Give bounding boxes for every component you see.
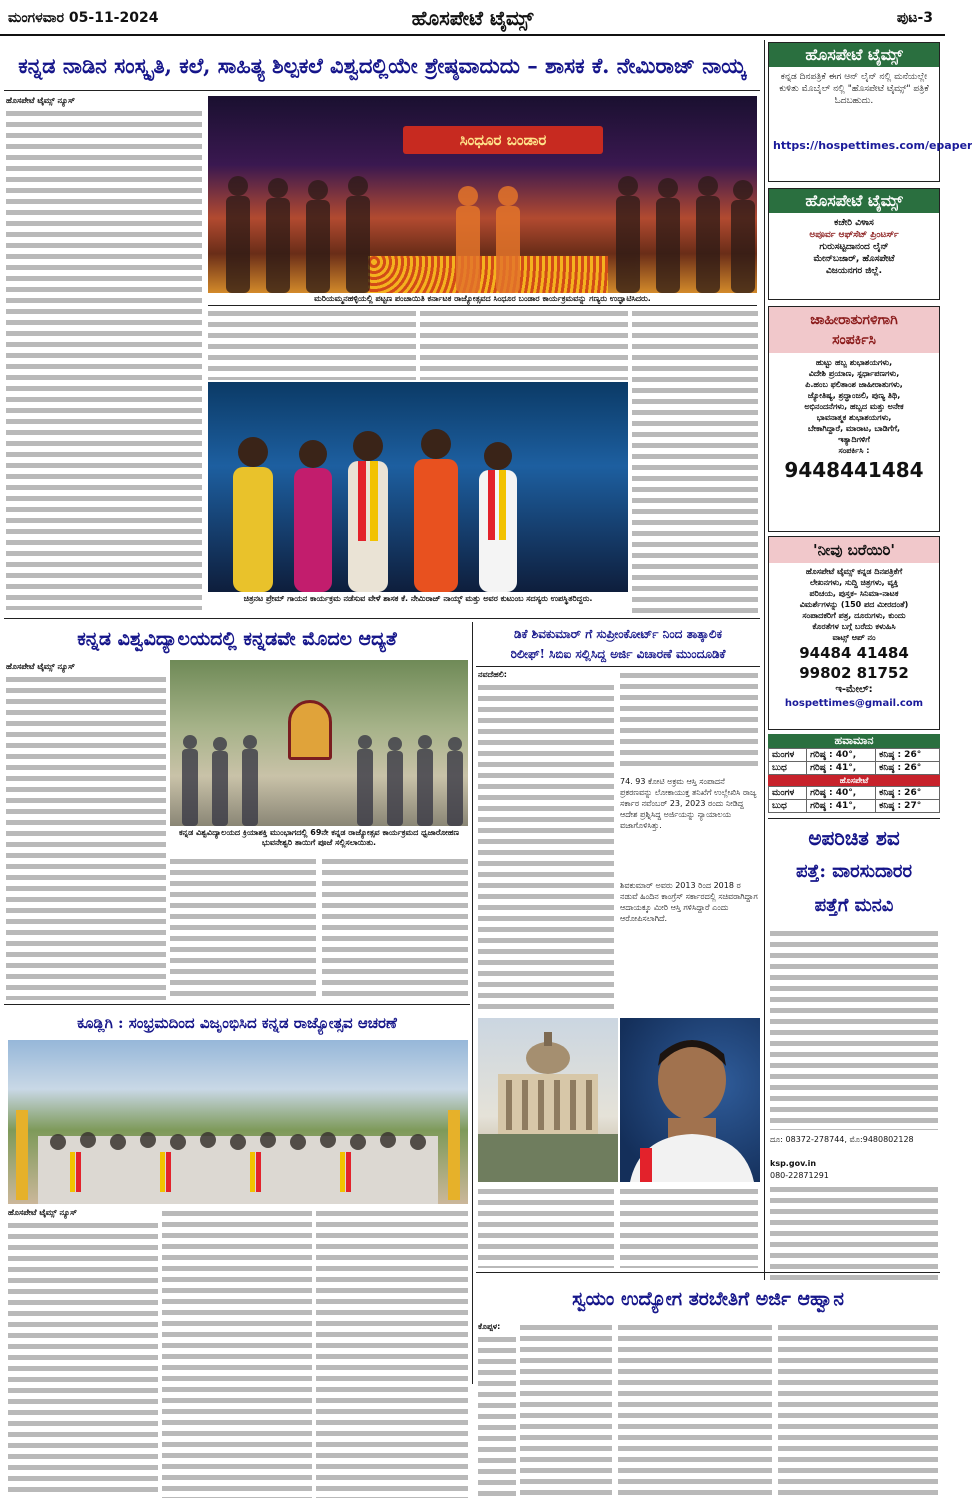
story-column (520, 1322, 612, 1498)
court-building-icon (478, 1018, 618, 1182)
epaper-url[interactable]: https://hospettimes.com/epaper (773, 139, 972, 152)
weather-row: ಮಂಗಳ ಗರಿಷ್ಠ : 40°, ಕನಿಷ್ಠ : 26° (769, 787, 940, 800)
photo-caption: ಮರಿಯಮ್ಮನಹಳ್ಳಿಯಲ್ಲಿ ಪಟ್ಟಣ ಪಂಚಾಯಿತಿ ಕರ್ನಾಟಕ ರಾಜ್ಯೋತ್ಸವದ ಸಿಂಧೂರ ಬಂಡಾರ ಕಾರ್ಯಕ್ರಮವನ್ನು ಗಣ್ಯರು ಉದ್ಘಾಟಿಸಿದರು. (208, 294, 757, 306)
office-line: ಅಪೂರ್ವ ಆಫ್‌ಸೆಟ್ ಪ್ರಿಂಟರ್ಸ್ (809, 230, 899, 240)
epaper-box (768, 42, 972, 182)
story-column (420, 308, 628, 380)
write-line: ಲೇಖನಗಳು, ಸುದ್ದಿ ಚಿತ್ರಗಳು, ವ್ಯಕ್ತಿ (809, 578, 899, 587)
university-photo (170, 660, 468, 826)
stage-banner: ಸಿಂಧೂರ ಬಂಡಾರ (403, 126, 603, 154)
office-line: ಗುರುಸಟ್ಟದಾನಂದ ಲೈನ್ (819, 242, 889, 252)
website: ksp.gov.in (770, 1159, 817, 1168)
email-address[interactable]: hospettimes@gmail.com (784, 698, 924, 709)
epaper-text: ಕನ್ನಡ ದಿನಪತ್ರಿಕೆ ಈಗ ಆನ್ ಲೈನ್ ನಲ್ಲಿ ಮನೆಯಲ್ಲೇ ಕುಳಿತು ಮೊಬೈಲ್ ನಲ್ಲಿ "ಹೊಸಪೇಟೆ ಟೈಮ್ಸ್" ಪತ್ರಿಕೆ ಓದಬಹುದು. (779, 72, 929, 106)
story-column (162, 1208, 312, 1498)
dk-headline-line1: ಡಿಕೆ ಶಿವಕುಮಾರ್ ಗೆ ಸುಪ್ರೀಂಕೋರ್ಟ್ ನಿಂದ ತಾತ್ಕಾಲಿಕ (514, 627, 722, 641)
office-title: ಹೊಸಪೇಟೆ ಟೈಮ್ಸ್ (769, 189, 939, 213)
masthead (0, 0, 945, 36)
dk-paragraph: 74. 93 ಕೋಟಿ ಅಕ್ರಮ ಆಸ್ತಿ ಸಂಪಾದನೆ ಪ್ರಕರಣವನ್ನು ಲೋಕಾಯುಕ್ತ ತನಿಖೆಗೆ ಉಲ್ಲೇಖಿಸಿ ರಾಜ್ಯ ಸರ್ಕಾರ ನವೆಂಬರ್ 23, 2023 ರಂದು ನೀಡಿದ್ದ ಆದೇಶ ಪ್ರಶ್ನಿಸಿದ್ದ ಅರ್ಜಿಯನ್ನು ನ್ಯಾಯಾಲಯ ವಜಾಗೊಳಿಸಿತ್ತು. (620, 777, 757, 830)
supreme-court-photo (478, 1018, 618, 1182)
weather-box (768, 734, 940, 811)
ads-line: ಬೇಕಾಗಿದ್ದಾರೆ, ಮಾರಾಟ, ಬಾಡಿಗೆಗೆ, (807, 424, 901, 433)
story-column (316, 1208, 468, 1498)
unknown-body-headline: ಪತ್ತೆ: ವಾರಸುದಾರರ (796, 861, 912, 882)
divider (476, 1272, 940, 1273)
people-silhouettes (170, 720, 468, 826)
weather-table-hospet (768, 786, 940, 813)
dateline: ನವದೆಹಲಿ: (478, 670, 507, 679)
weather-row: ಬುಧ ಗರಿಷ್ಠ : 41°, ಕನಿಷ್ಠ : 26° (769, 762, 940, 775)
ads-title: ಜಾಹೀರಾತುಗಳಿಗಾಗಿ (810, 312, 898, 328)
people-silhouettes (8, 1080, 468, 1204)
person-portrait-icon (620, 1018, 760, 1182)
whatsapp-number[interactable]: 99802 81752 (799, 664, 909, 682)
unknown-body-headline: ಅಪರಿಚಿತ ಶವ (808, 826, 900, 850)
email-label: ಇ-ಮೇಲ್: (835, 684, 873, 695)
story-column (170, 856, 316, 1000)
divider (764, 40, 765, 1280)
byline: ಹೊಸಪೇಟೆ ಟೈಮ್ಸ್ ನ್ಯೂಸ್ (8, 1208, 77, 1217)
weather-row: ಬುಧ ಗರಿಷ್ಠ : 41°, ಕನಿಷ್ಠ : 27° (769, 800, 940, 813)
email-line (769, 683, 939, 711)
whatsapp-number[interactable]: 94484 41484 (799, 644, 909, 662)
write-line: ಪರಿಚಯ, ಪುಸ್ತಕ- ಸಿನಿಮಾ-ನಾಟಕ (809, 589, 899, 598)
epaper-title: ಹೊಸಪೇಟೆ ಟೈಮ್ಸ್ (769, 43, 939, 67)
newspaper-title: ಹೊಸಪೇಟೆ ಟೈಮ್ಸ್ (411, 6, 534, 30)
write-line: ವಾಟ್ಸ್ ಆಪ್ ನಂ (832, 633, 876, 642)
ads-line: ಭಾವನಾತ್ಮಕ ಶುಭಾಶಯಗಳು, (816, 413, 892, 422)
byline: ಹೊಸಪೇಟೆ ಟೈಮ್ಸ್ ನ್ಯೂಸ್ (6, 96, 75, 105)
ads-box (768, 306, 940, 532)
story-column (620, 670, 758, 772)
story-column (632, 308, 758, 614)
unknown-body-headline: ಪತ್ತೆಗೆ ಮನವಿ (814, 895, 894, 916)
main-headline: ಕನ್ನಡ ನಾಡಿನ ಸಂಸ್ಕೃತಿ, ಕಲೆ, ಸಾಹಿತ್ಯ ಶಿಲ್ಪಕಲೆ ವಿಶ್ವದಲ್ಲಿಯೇ ಶ್ರೇಷ್ಠವಾದುದು – ಶಾಸಕ ಕೆ. ನೇಮಿರಾಜ್ ನಾಯ್ಕ (18, 53, 746, 78)
story-column (770, 928, 938, 1130)
ads-title: ಸಂಪರ್ಕಿಸಿ (832, 332, 876, 348)
office-line: ಮೇನ್‌ಬಜಾರ್, ಹೊಸಪೇಟೆ (813, 254, 895, 264)
ads-line: ಇತ್ಯಾದಿಗಳಿಗೆ (838, 435, 870, 444)
control-room-number: 080-22871291 (770, 1171, 829, 1180)
story-column (208, 308, 416, 380)
story-column (8, 1220, 158, 1498)
ads-line: ಸಂಪರ್ಕಿಸಿ : (838, 446, 870, 455)
weather-region: ಹೊಸಪೇಟೆ (768, 775, 940, 786)
story-column (778, 1322, 938, 1498)
photo-caption: ಚಿತ್ರನಟ ಪ್ರೇಮ್ ಗಾಯನ ಕಾರ್ಯಕ್ರಮ ನಡೆಸುವ ವೇಳೆ ಶಾಸಕ ಕೆ. ನೇಮಿರಾಜ್ ನಾಯ್ಕ್ ಮತ್ತು ಅವರ ಕುಟುಂಬ ಸದಸ್ಯರು ಉಪಸ್ಥಿತರಿದ್ದರು. (243, 594, 593, 603)
university-headline: ಕನ್ನಡ ವಿಶ್ವವಿದ್ಯಾಲಯದಲ್ಲಿ ಕನ್ನಡವೇ ಮೊದಲ ಆದ್ಯತೆ (77, 628, 397, 650)
ads-phone[interactable]: 9448441484 (784, 458, 924, 482)
office-box (768, 188, 940, 300)
contact-phone: ದೂ: 08372-278744, ಮೊ:9480802128 (770, 1135, 914, 1144)
weather-table-koppal (768, 748, 940, 775)
kudligi-headline: ಕೂಡ್ಲಿಗಿ : ಸಂಭ್ರಮದಿಂದ ವಿಜೃಂಭಿಸಿದ ಕನ್ನಡ ರಾಜ್ಯೋತ್ಸವ ಆಚರಣೆ (77, 1014, 397, 1032)
dk-shivakumar-photo (620, 1018, 760, 1182)
event-photo-stage (208, 96, 757, 293)
weather-title: ಹವಾಮಾನ (768, 734, 940, 748)
story-column (478, 1186, 614, 1268)
byline: ಹೊಸಪೇಟೆ ಟೈಮ್ಸ್ ನ್ಯೂಸ್ (6, 662, 75, 671)
ads-line: ಪಿ.ಹಂಬ ಫಲಿತಾಂಶ ಜಾಹೀರಾತುಗಳು, (805, 380, 903, 389)
story-column (618, 1322, 772, 1498)
page-number: ಪುಟ-3 (896, 10, 933, 26)
story-column (620, 1186, 758, 1268)
write-line: ವಿಮರ್ಶೆಗಳನ್ನು (150 ಪದ ಮೀರದಂತೆ) (799, 600, 909, 609)
ads-line: ಅಭಿನಂದನೆಗಳು, ಹಬ್ಬದ ಮತ್ತು ಅನೇಕ (804, 402, 904, 411)
write-line: ಕೊರತೆಗಳ ಬಗ್ಗೆ ಬರೆದು ಕಳುಹಿಸಿ (812, 622, 896, 631)
office-line: ಕಚೇರಿ ವಿಳಾಸ (834, 218, 874, 228)
dk-headline-line2: ರಿಲೀಫ್! ಸಿಬಿಐ ಸಲ್ಲಿಸಿದ್ದ ಅರ್ಜಿ ವಿಚಾರಣೆ ಮುಂದೂಡಿಕೆ (510, 647, 726, 661)
people-silhouettes (208, 382, 628, 592)
divider (476, 666, 760, 667)
people-silhouettes (208, 156, 757, 293)
photo-caption: ಕನ್ನಡ ವಿಶ್ವವಿದ್ಯಾಲಯದ ಕ್ರಿಯಾಶಕ್ತಿ ಮುಂಭಾಗದಲ್ಲಿ 69ನೇ ಕನ್ನಡ ರಾಜ್ಯೋತ್ಸವ ಕಾರ್ಯಕ್ರಮದ ಧ್ವಜಾರೋಹಣ ಭುವನೇಶ್ವರಿ ತಾಯಿಗೆ ಪೂಜೆ ಸಲ್ಲಿಸಲಾಯಿತು. (178, 828, 460, 847)
divider (4, 618, 760, 619)
story-column (478, 682, 614, 1014)
issue-date: ಮಂಗಳವಾರ 05-11-2024 (8, 10, 159, 26)
employment-headline: ಸ್ವಯಂ ಉದ್ಯೋಗ ತರಬೇತಿಗೆ ಅರ್ಜಿ ಆಹ್ವಾನ (572, 1288, 844, 1310)
ads-line: ಹುಟ್ಟು ಹಬ್ಬ ಶುಭಾಶಯಗಳು, (815, 358, 893, 367)
dateline: ಕೊಪ್ಪಳ: (478, 1322, 501, 1331)
write-title: 'ನೀವು ಬರೆಯಿರಿ' (769, 537, 939, 563)
divider (472, 622, 473, 1384)
weather-row: ಮಂಗಳ ಗರಿಷ್ಠ : 40°, ಕನಿಷ್ಠ : 26° (769, 749, 940, 762)
story-column (6, 674, 166, 1000)
write-line: ಸಂಪಾದಕರಿಗೆ ಪತ್ರ, ದೂರುಗಳು, ಕುಂದು (802, 611, 906, 620)
divider (4, 90, 760, 91)
write-to-us-box (768, 536, 940, 730)
story-column (6, 108, 202, 610)
ads-line: ಜ್ಯೋತಿಷ್ಯ, ಶ್ರದ್ಧಾಂಜಲಿ, ಪುಣ್ಯ ತಿಥಿ, (807, 391, 901, 400)
story-column (770, 1184, 938, 1280)
office-line: ವಿಜಯನಗರ ಜಿಲ್ಲೆ. (826, 266, 882, 276)
story-column (322, 856, 468, 1000)
write-line: ಹೊಸಪೇಟೆ ಟೈಮ್ಸ್ ಕನ್ನಡ ದಿನಪತ್ರಿಕೆಗೆ (805, 567, 903, 576)
kudligi-group-photo (8, 1040, 468, 1204)
event-photo-celebrity (208, 382, 628, 592)
dk-paragraph: ಶಿವಕುಮಾರ್ ಅವರು 2013 ರಿಂದ 2018 ರ ನಡುವೆ ಹಿಂದಿನ ಕಾಂಗ್ರೆಸ್ ಸರ್ಕಾರದಲ್ಲಿ ಸಚಿವರಾಗಿದ್ದಾಗ ಆದಾಯಕ್ಕೂ ಮೀರಿ ಆಸ್ತಿ ಗಳಿಸಿದ್ದಾರೆ ಎಂದು ಆರೋಪಿಸಲಾಗಿದೆ. (620, 881, 758, 923)
divider (4, 1004, 470, 1005)
divider (768, 818, 940, 819)
story-column (478, 1334, 516, 1498)
ads-line: ವಿದೇಶಿ ಪ್ರಯಾಣ, ಸ್ಪರ್ಧಾಪಣಗಳು, (808, 369, 900, 378)
